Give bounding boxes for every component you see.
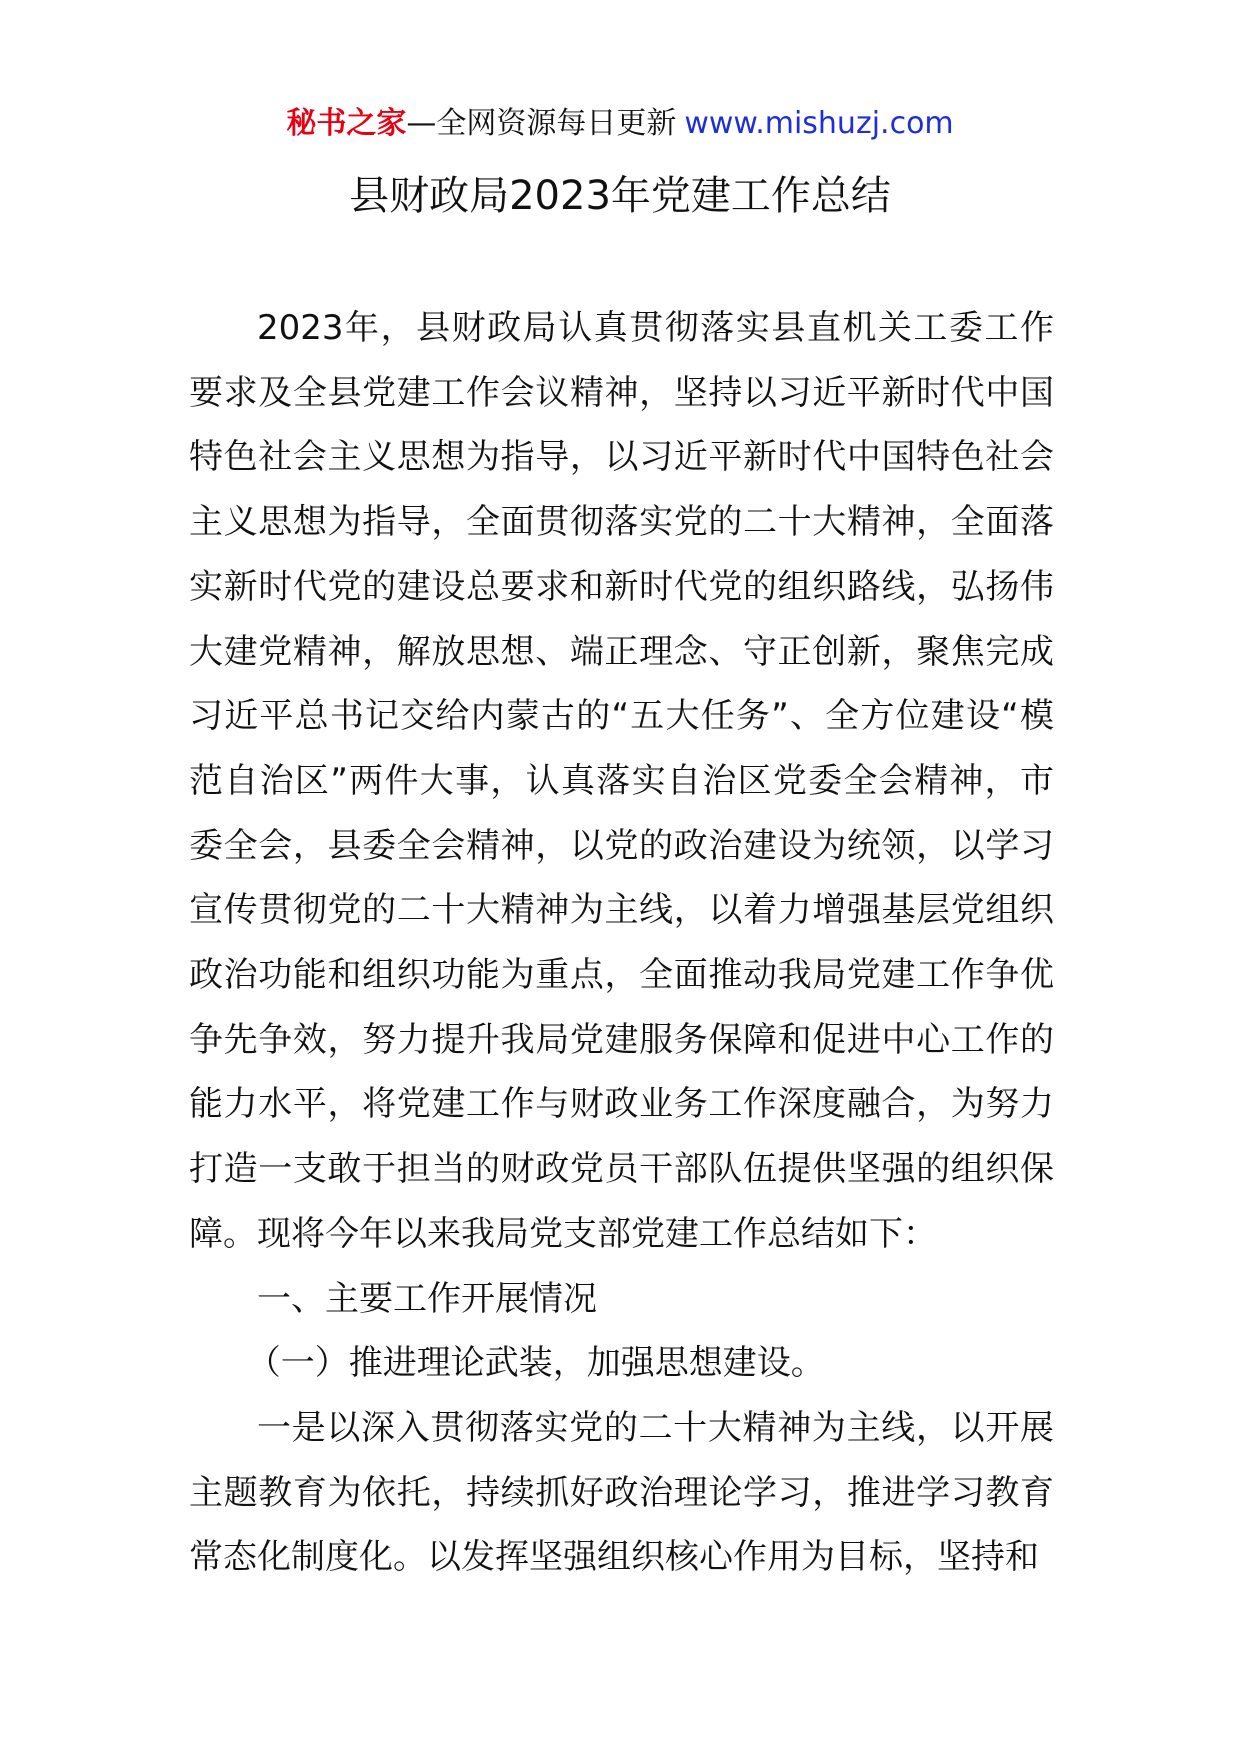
intro-paragraph: 2023年，县财政局认真贯彻落实县直机关工委工作要求及全县党建工作会议精神，坚持以习近平新时代中国特色社会主义思想为指导，以习近平新时代中国特色社会主义思想为指导，全面贯彻落实党的二十大精神，全面落实新时代党的建设总要求和新时代党的组织路线，弘扬伟大建党精神，解放思想、端正理念、守正创新，聚焦完成习近平总书记交给内蒙古的“五大任务”、全方位建设“模范自治区”两件大事，认真落实自治区党委全会精神，市委全会，县委全会精神，以党的政治建设为统领，以学习宣传贯彻党的二十大精神为主线，以着力增强基层党组织政治功能和组织功能为重点，全面推动我局党建工作争优争先争效，努力提升我局党建服务保障和促进中心工作的能力水平，将党建工作与财政业务工作深度融合，为努力打造一支敢于担当的财政党员干部队伍提供坚强的组织保障。现将今年以来我局党支部党建工作总结如下： xyxy=(189,308,1054,1254)
document-title: 县财政局2023年党建工作总结 xyxy=(349,173,891,219)
body-paragraph: 一是以深入贯彻落实党的二十大精神为主线，以开展主题教育为依托，持续抓好政治理论学习，推进学习教育常态化制度化。以发挥坚强组织核心作用为目标，坚持和 xyxy=(189,1407,1054,1578)
site-header xyxy=(0,102,1240,146)
section-heading: 一、主要工作开展情况 xyxy=(257,1278,597,1319)
subsection-heading: （一）推进理论武装，加强思想建设。 xyxy=(246,1343,825,1384)
site-url-link[interactable]: www.mishuzj.com xyxy=(684,106,954,141)
document-body xyxy=(189,296,1054,1590)
site-slogan: —全网资源每日更新 xyxy=(406,106,677,141)
site-brand: 秘书之家 xyxy=(286,106,407,141)
